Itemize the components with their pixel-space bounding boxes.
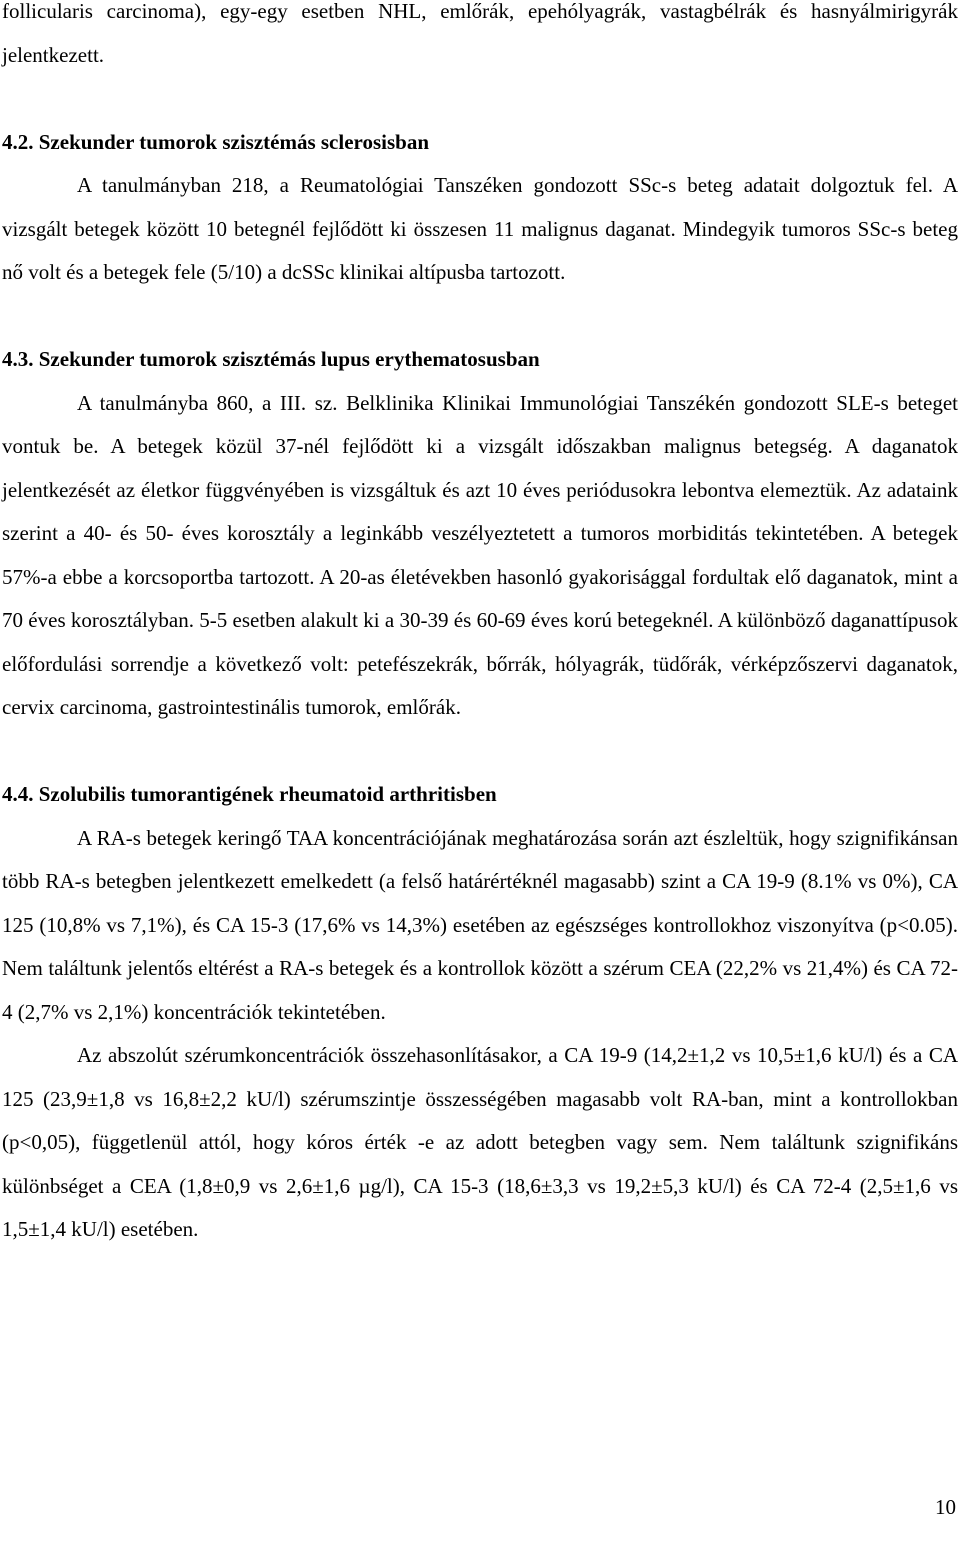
- section-4-4-heading: 4.4. Szolubilis tumorantigének rheumatoid arthritisben: [2, 782, 497, 806]
- section-4-4-paragraph-1: A RA-s betegek keringő TAA koncentrációjának meghatározása során azt észleltük, hogy szignifikánsan több RA-s betegben jelentkezett emelkedett (a felső határértéknél magasabb) szint a CA 19-9 (8.1% vs 0%), CA 125 (10,8% vs 7,1%), és CA 15-3 (17,6% vs 14,3%) esetében az egészséges kontrollokhoz viszonyítva (p<0.05). Nem találtunk jelentős eltérést a RA-s betegek és a kontrollok között a szérum CEA (22,2% vs 21,4%) és CA 72-4 (2,7% vs 2,1%) koncentrációk tekintetében.: [2, 825, 958, 1024]
- section-4-3-heading: 4.3. Szekunder tumorok szisztémás lupus erythematosusban: [2, 347, 540, 371]
- section-4-4-paragraph-2: Az abszolút szérumkoncentrációk összehasonlításakor, a CA 19-9 (14,2±1,2 vs 10,5±1,6 kU/l) és a CA 125 (23,9±1,8 vs 16,8±2,2 kU/l) szérumszintje összességében magasabb volt RA-ban, mint a kontrollokban (p<0,05), függetlenül attól, hogy kóros érték -e az adott betegben vagy sem. Nem találtunk szignifikáns különbséget a CEA (1,8±0,9 vs 2,6±1,6 µg/l), CA 15-3 (18,6±3,3 vs 19,2±5,3 kU/l) és CA 72-4 (2,5±1,6 vs 1,5±1,4 kU/l) esetében.: [2, 1043, 958, 1241]
- intro-paragraph: follicularis carcinoma), egy-egy esetben NHL, emlőrák, epehólyagrák, vastagbélrák és hasnyálmirigyrák jelentkezett.: [2, 0, 958, 67]
- spacer: [2, 730, 958, 774]
- page-number: 10: [935, 1495, 956, 1519]
- spacer: [2, 295, 958, 339]
- section-4-2-paragraph: A tanulmányban 218, a Reumatológiai Tanszéken gondozott SSc-s beteg adatait dolgoztuk fel. A vizsgált betegek között 10 betegnél fejlődött ki összesen 11 malignus daganat. Mindegyik tumoros SSc-s beteg nő volt és a betegek fele (5/10) a dcSSc klinikai altípusba tartozott.: [2, 173, 958, 284]
- section-4-2-heading: 4.2. Szekunder tumorok szisztémás sclerosisban: [2, 129, 430, 154]
- spacer: [2, 77, 958, 121]
- section-4-3-paragraph: A tanulmányba 860, a III. sz. Belklinika Klinikai Immunológiai Tanszékén gondozott SLE-s beteget vontuk be. A betegek közül 37-nél fejlődött ki a vizsgált időszakban malignus betegség. A daganatok jelentkezését az életkor függvényében is vizsgáltuk és azt 10 éves periódusokra lebontva elemeztük. Az adataink szerint a 40- és 50- éves korosztály a leginkább veszélyeztetett a tumoros morbiditás tekintetében. A betegek 57%-a ebbe a korcsoportba tartozott. A 20-as életévekben hasonló gyakorisággal fordultak elő daganatok, mint a 70 éves korosztályban. 5-5 esetben alakult ki a 30-39 és 60-69 éves korú betegeknél. A különböző daganattípusok előfordulási sorrendje a következő volt: petefészekrák, bőrrák, hólyagrák, tüdőrák, vérképzőszervi daganatok, cervix carcinoma, gastrointestinális tumorok, emlőrák.: [2, 390, 958, 719]
